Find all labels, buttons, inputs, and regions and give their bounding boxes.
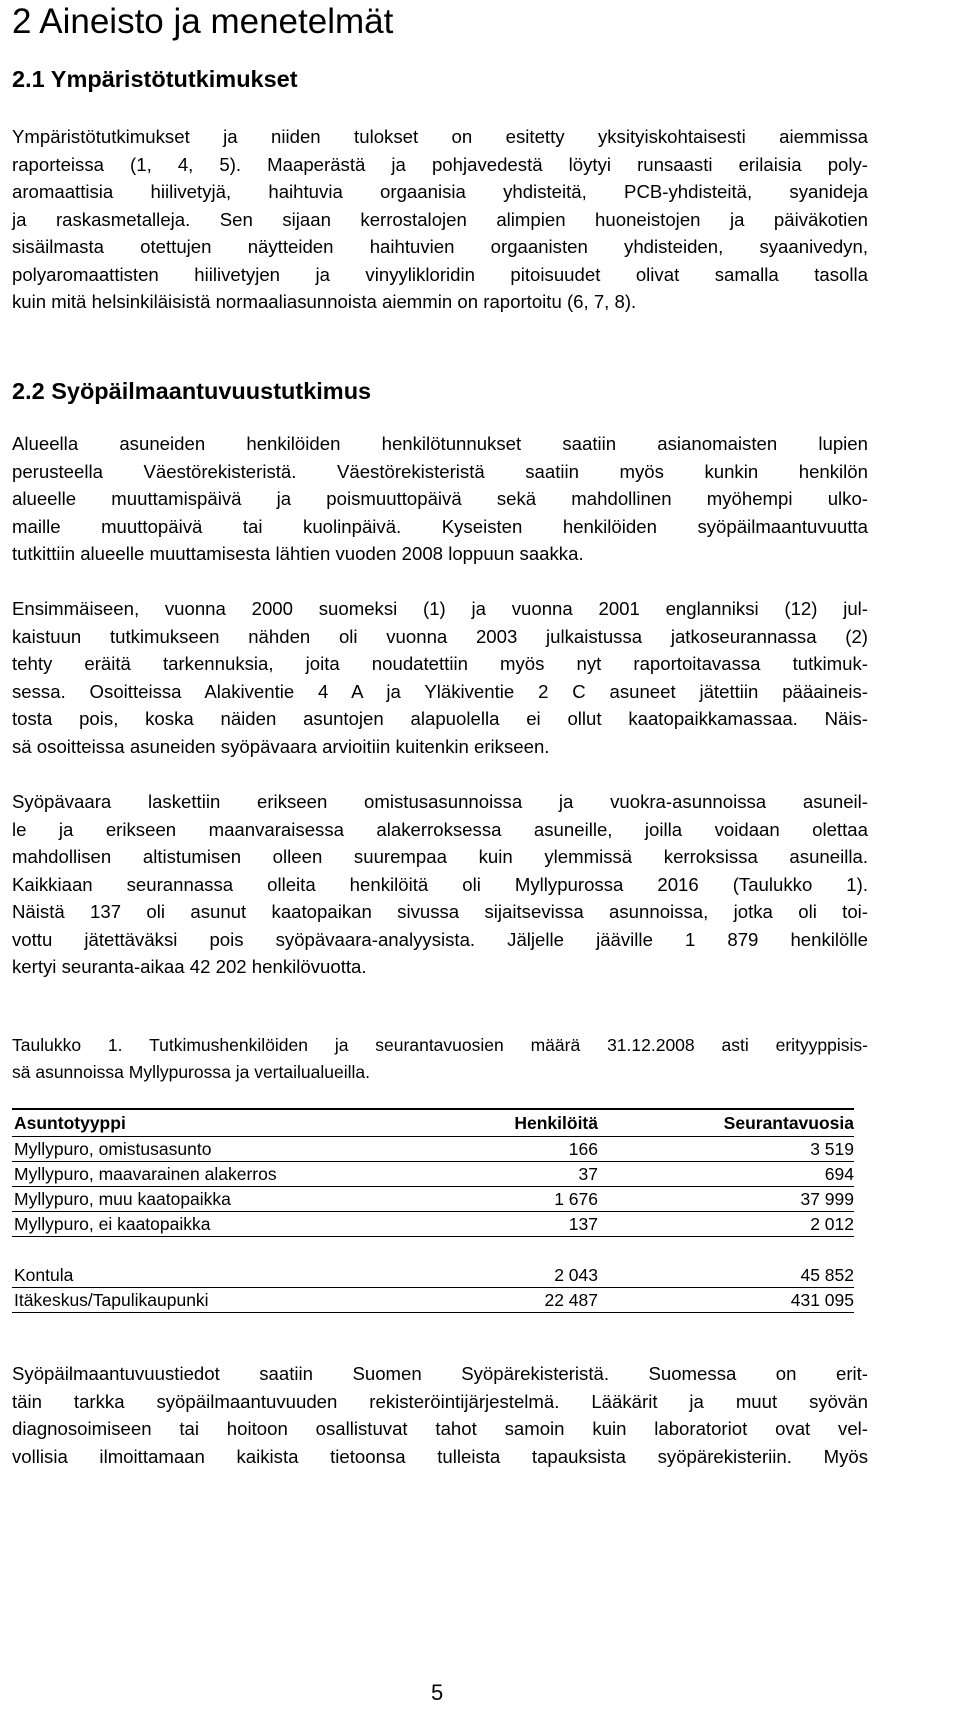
text-line: sessa. Osoitteissa Alakiventie 4 A ja Yläkiventie 2 C asuneet jätettiin pääaineis- — [12, 680, 868, 702]
text-line: le ja erikseen maanvaraisessa alakerroksessa asuneille, joilla voidaan olettaa — [12, 818, 868, 840]
paragraph-environment — [12, 123, 868, 316]
table-cell: 3 519 — [598, 1137, 854, 1162]
paragraph-previous-studies — [12, 595, 868, 760]
column-header: Seurantavuosia — [598, 1109, 854, 1137]
table-cell: Myllypuro, omistusasunto — [12, 1137, 402, 1162]
table-cell: Myllypuro, maavarainen alakerros — [12, 1162, 402, 1187]
text-line: Alueella asuneiden henkilöiden henkilötunnukset saatiin asianomaisten lupien — [12, 433, 868, 454]
text-line: kuin mitä helsinkiläisistä normaaliasunnoista aiemmin on raportoitu (6, 7, 8). — [12, 291, 637, 312]
table-cell: 166 — [402, 1137, 598, 1162]
text-line: Taulukko 1. Tutkimushenkilöiden ja seurantavuosien määrä 31.12.2008 asti erityyppisis- — [12, 1035, 868, 1055]
section-heading-cancer-incidence: 2.2 Syöpäilmaantuvuustutkimus — [12, 378, 372, 404]
text-line: maille muuttopäivä tai kuolinpäivä. Kyseisten henkilöiden syöpäilmaantuvuutta — [12, 515, 868, 537]
table-cell: 37 — [402, 1162, 598, 1187]
text-line: diagnosoimiseen tai hoitoon osallistuvat tahot samoin kuin laboratoriot ovat vel- — [12, 1418, 868, 1439]
table-header-row — [12, 1109, 854, 1137]
text-line: Näistä 137 oli asunut kaatopaikan sivussa sijaitsevissa asunnoissa, jotka oli toi- — [12, 901, 868, 922]
table-cell: Myllypuro, ei kaatopaikka — [12, 1212, 402, 1237]
text-line: Syöpäilmaantuvuustiedot saatiin Suomen Syöpärekisteristä. Suomessa on erit- — [12, 1363, 868, 1384]
table-spacer-row — [12, 1237, 854, 1264]
text-line: vottu jätettäväksi pois syöpävaara-analyysista. Jäljelle jääville 1 879 henkilölle — [12, 928, 868, 950]
table-cell: 2 012 — [598, 1212, 854, 1237]
text-line: tosta pois, koska näiden asuntojen alapuolella ei ollut kaatopaikkamassaa. Näis- — [12, 708, 868, 729]
text-line: alueelle muuttamispäivä ja poismuuttopäivä sekä mahdollinen myöhempi ulko- — [12, 488, 868, 509]
table-cell: 45 852 — [598, 1263, 854, 1288]
table-cell: 37 999 — [598, 1187, 854, 1212]
text-line: Syöpävaara laskettiin erikseen omistusasunnoissa ja vuokra-asunnoissa asuneil- — [12, 791, 868, 812]
text-line: Ensimmäiseen, vuonna 2000 suomeksi (1) ja vuonna 2001 englanniksi (12) jul- — [12, 598, 868, 619]
table-caption — [12, 1032, 868, 1086]
column-header: Asuntotyyppi — [12, 1109, 402, 1137]
table-row — [12, 1288, 854, 1313]
table-row — [12, 1137, 854, 1162]
table-cell: 1 676 — [402, 1187, 598, 1212]
page-number: 5 — [431, 1680, 444, 1705]
text-line: Ympäristötutkimukset ja niiden tulokset on esitetty yksityiskohtaisesti aiemmissa — [12, 126, 868, 147]
table-cell: Kontula — [12, 1263, 402, 1288]
table-cell: Itäkeskus/Tapulikaupunki — [12, 1288, 402, 1313]
text-line: aromaattisia hiilivetyjä, haihtuvia orgaanisia yhdisteitä, PCB-yhdisteitä, syanideja — [12, 181, 868, 202]
table-cell: 2 043 — [402, 1263, 598, 1288]
paragraph-cancer-registry — [12, 1360, 868, 1470]
paragraph-population-register — [12, 430, 868, 568]
table-row — [12, 1162, 854, 1187]
table-row — [12, 1187, 854, 1212]
data-table — [12, 1108, 854, 1313]
text-line: vollisia ilmoittamaan kaikista tietoonsa tulleista tapauksista syöpärekisteriin. Myös — [12, 1445, 868, 1467]
text-line: tutkittiin alueelle muuttamisesta lähtien vuoden 2008 loppuun saakka. — [12, 543, 584, 564]
text-line: ja raskasmetalleja. Sen sijaan kerrostalojen alimpien huoneistojen ja päiväkotien — [12, 208, 868, 230]
text-line: täin tarkka syöpäilmaantuvuuden rekisteröintijärjestelmä. Lääkärit ja muut syövän — [12, 1390, 868, 1412]
paragraph-risk-calculation — [12, 788, 868, 981]
table-cell: 431 095 — [598, 1288, 854, 1313]
section-heading-environment: 2.1 Ympäristötutkimukset — [12, 66, 298, 92]
text-line: mahdollisen altistumisen olleen suurempaa kuin ylemmissä kerroksissa asuneilla. — [12, 846, 868, 867]
table-cell: 137 — [402, 1212, 598, 1237]
table-cell: 22 487 — [402, 1288, 598, 1313]
text-line: sä osoitteissa asuneiden syöpävaara arvioitiin kuitenkin erikseen. — [12, 735, 550, 757]
text-line: kaistuun tutkimukseen nähden oli vuonna 2003 julkaistussa jatkoseurannassa (2) — [12, 625, 868, 647]
chapter-heading: 2 Aineisto ja menetelmät — [12, 2, 394, 41]
text-line: kertyi seuranta-aikaa 42 202 henkilövuotta. — [12, 956, 367, 977]
text-line: tehty eräitä tarkennuksia, joita noudatettiin myös nyt raportoitavassa tutkimuk- — [12, 653, 868, 674]
table-row — [12, 1263, 854, 1288]
text-line: Kaikkiaan seurannassa olleita henkilöitä oli Myllypurossa 2016 (Taulukko 1). — [12, 873, 868, 895]
text-line: perusteella Väestörekisteristä. Väestörekisteristä saatiin myös kunkin henkilön — [12, 460, 868, 482]
text-line: polyaromaattisten hiilivetyjen ja vinyylikloridin pitoisuudet olivat samalla tasolla — [12, 263, 868, 285]
text-line: sä asunnoissa Myllypurossa ja vertailualueilla. — [12, 1062, 370, 1082]
table-row — [12, 1212, 854, 1237]
table-cell: Myllypuro, muu kaatopaikka — [12, 1187, 402, 1212]
column-header: Henkilöitä — [402, 1109, 598, 1137]
table-cell: 694 — [598, 1162, 854, 1187]
text-line: sisäilmasta otettujen näytteiden haihtuvien orgaanisten yhdisteiden, syaanivedyn, — [12, 236, 868, 257]
text-line: raporteissa (1, 4, 5). Maaperästä ja pohjavedestä löytyi runsaasti erilaisia poly- — [12, 153, 868, 175]
